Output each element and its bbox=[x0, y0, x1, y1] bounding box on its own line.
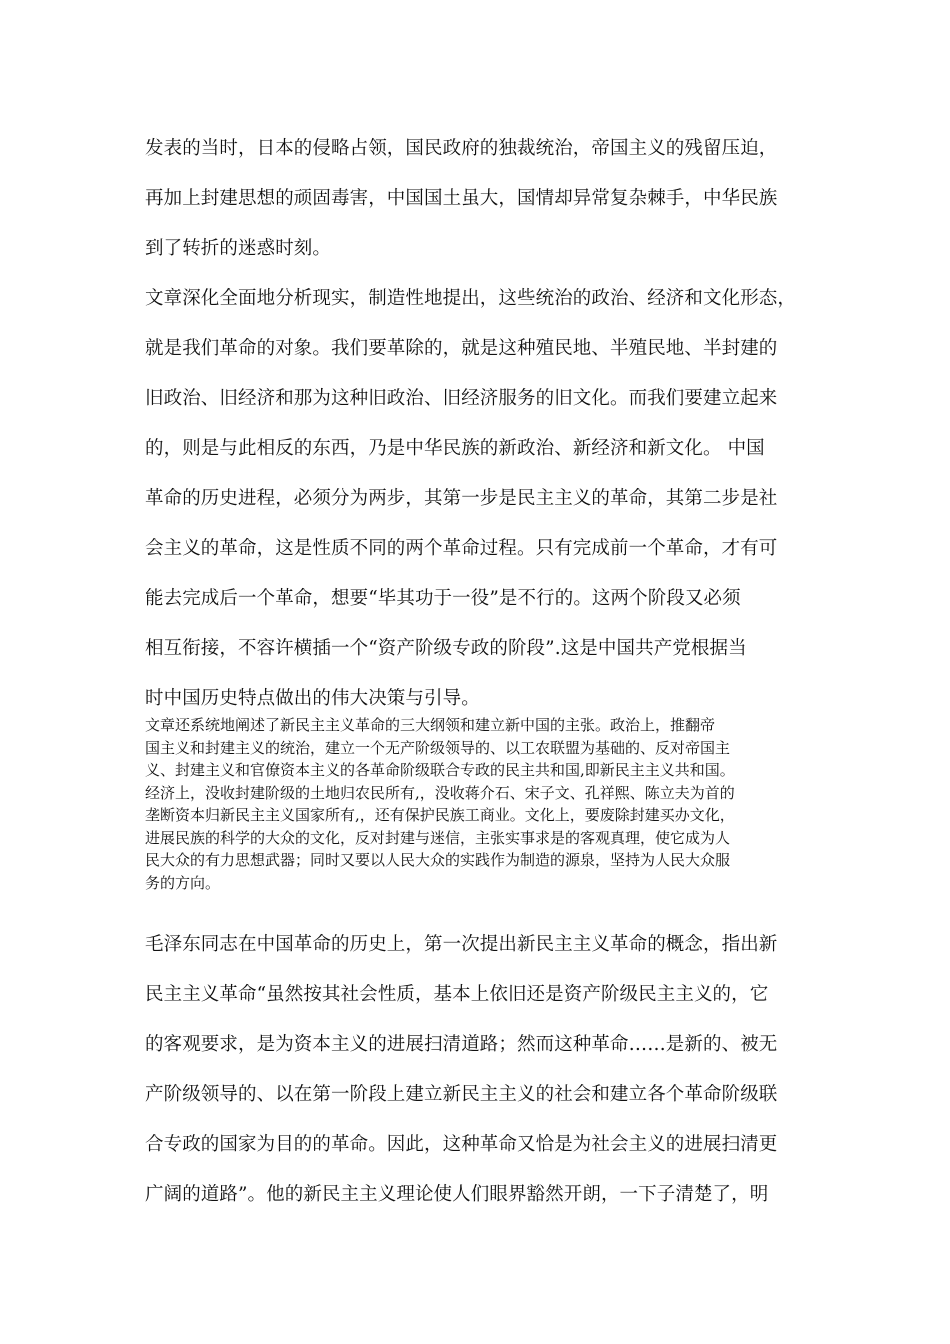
paragraph-revolution-analysis bbox=[145, 274, 820, 724]
text-line: 义、封建主义和官僚资本主义的各革命阶级联合专政的民主共和国,即新民主主义共和国。 bbox=[145, 761, 735, 779]
text-line: 毛泽东同志在中国革命的历史上，第一次提出新民主主义革命的概念，指出新 bbox=[145, 934, 778, 955]
text-line: 能去完成后一个革命，想要“毕其功于一役”是不行的。这两个阶段又必须 bbox=[145, 588, 741, 609]
text-line: 合专政的国家为目的的革命。因此，这种革命又恰是为社会主义的进展扫清更 bbox=[145, 1134, 778, 1155]
text-line: 旧政治、旧经济和那为这种旧政治、旧经济服务的旧文化。而我们要建立起来 bbox=[145, 388, 778, 409]
text-line: 到了转折的迷惑时刻。 bbox=[145, 238, 332, 259]
text-line: 务的方向。 bbox=[145, 873, 221, 892]
paragraph-new-democracy-theory bbox=[145, 920, 820, 1220]
text-line: 民大众的有力思想武器；同时又要以人民大众的实践作为制造的源泉，坚持为人民大众服 bbox=[145, 851, 731, 869]
text-line: 会主义的革命，这是性质不同的两个革命过程。只有完成前一个革命，才有可 bbox=[145, 538, 778, 559]
paragraph-three-programs bbox=[145, 714, 820, 894]
text-line: 经济上，没收封建阶级的土地归农民所有,，没收蒋介石、宋子文、孔祥熙、陈立夫为首的 bbox=[145, 783, 735, 802]
text-line: 产阶级领导的、以在第一阶段上建立新民主主义的社会和建立各个革命阶级联 bbox=[145, 1084, 778, 1105]
text-line: 文章还系统地阐述了新民主主义革命的三大纲领和建立新中国的主张。政治上，推翻帝 bbox=[145, 716, 716, 734]
text-line: 垄断资本归新民主主义国家所有,，还有保护民族工商业。文化上，要废除封建买办文化， bbox=[145, 806, 735, 824]
text-line: 发表的当时，日本的侵略占领，国民政府的独裁统治，帝国主义的残留压迫， bbox=[145, 138, 778, 159]
text-line: 文章深化全面地分析现实，制造性地提出，这些统治的政治、经济和文化形态， bbox=[145, 288, 797, 309]
text-line: 就是我们革命的对象。我们要革除的，就是这种殖民地、半殖民地、半封建的 bbox=[145, 338, 778, 359]
text-line: 进展民族的科学的大众的文化，反对封建与迷信，主张实事求是的客观真理，使它成为人 bbox=[145, 828, 731, 847]
text-line: 革命的历史进程，必须分为两步，其第一步是民主主义的革命，其第二步是社 bbox=[145, 488, 778, 509]
paragraph-historical-context bbox=[145, 124, 820, 274]
text-line: 的客观要求，是为资本主义的进展扫清道路；然而这种革命……是新的、被无 bbox=[145, 1034, 778, 1055]
text-line: 时中国历史特点做出的伟大决策与引导。 bbox=[145, 688, 480, 709]
text-line: 再加上封建思想的顽固毒害，中国国土虽大，国情却异常复杂棘手，中华民族 bbox=[145, 188, 778, 209]
text-line: 广阔的道路”。他的新民主主义理论使人们眼界豁然开朗，一下子清楚了，明 bbox=[145, 1184, 769, 1205]
text-line: 国主义和封建主义的统治，建立一个无产阶级领导的、以工农联盟为基础的、反对帝国主 bbox=[145, 738, 731, 757]
text-line: 相互衔接，不容许横插一个“资产阶级专政的阶段”.这是中国共产党根据当 bbox=[145, 638, 747, 659]
text-line: 的，则是与此相反的东西，乃是中华民族的新政治、新经济和新文化。 中国 bbox=[145, 438, 765, 459]
text-line: 民主主义革命“虽然按其社会性质，基本上依旧还是资产阶级民主主义的，它 bbox=[145, 984, 769, 1005]
